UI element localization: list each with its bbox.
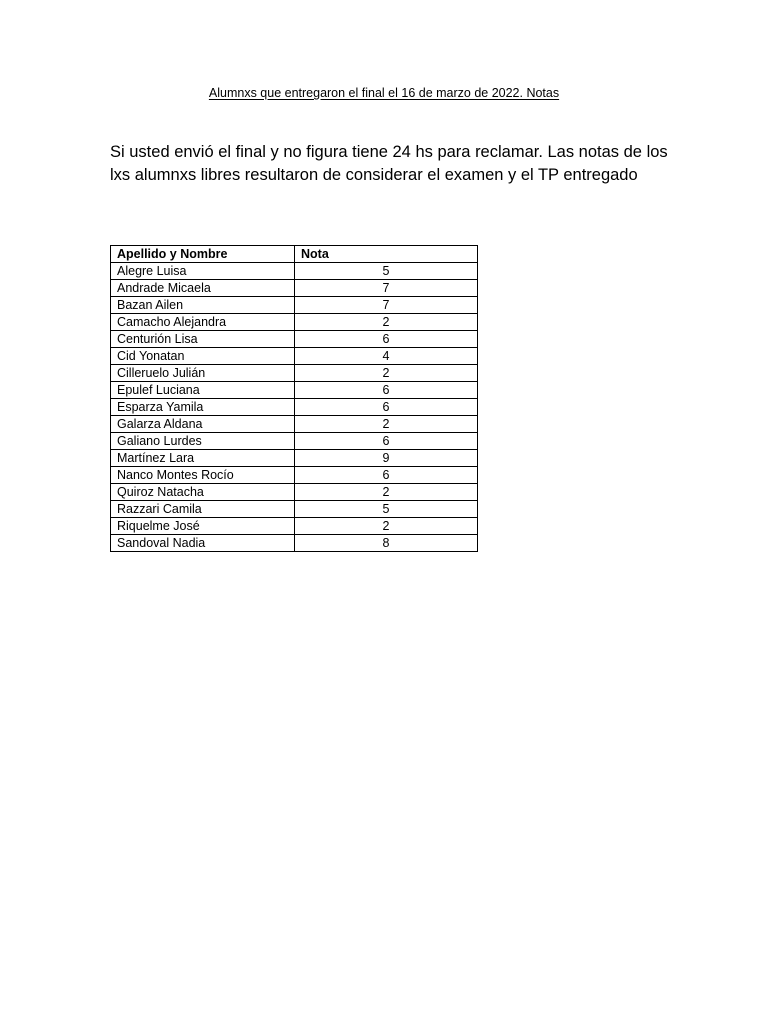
- table-row: [111, 263, 478, 280]
- grade-cell: 7: [295, 280, 478, 297]
- table-row: [111, 467, 478, 484]
- table-row: [111, 348, 478, 365]
- table-row: [111, 280, 478, 297]
- grade-cell: 2: [295, 365, 478, 382]
- student-name-cell: Galarza Aldana: [111, 416, 295, 433]
- student-name-cell: Cilleruelo Julián: [111, 365, 295, 382]
- grades-table: [110, 245, 478, 552]
- grade-cell: 6: [295, 382, 478, 399]
- grade-cell: 4: [295, 348, 478, 365]
- table-row: [111, 314, 478, 331]
- grade-cell: 2: [295, 484, 478, 501]
- student-name-cell: Centurión Lisa: [111, 331, 295, 348]
- column-header-grade: Nota: [295, 246, 478, 263]
- student-name-cell: Epulef Luciana: [111, 382, 295, 399]
- grade-cell: 2: [295, 416, 478, 433]
- table-body: [111, 263, 478, 552]
- student-name-cell: Sandoval Nadia: [111, 535, 295, 552]
- student-name-cell: Alegre Luisa: [111, 263, 295, 280]
- student-name-cell: Quiroz Natacha: [111, 484, 295, 501]
- student-name-cell: Bazan Ailen: [111, 297, 295, 314]
- table-row: [111, 399, 478, 416]
- student-name-cell: Camacho Alejandra: [111, 314, 295, 331]
- grade-cell: 7: [295, 297, 478, 314]
- student-name-cell: Martínez Lara: [111, 450, 295, 467]
- grade-cell: 2: [295, 314, 478, 331]
- table-row: [111, 331, 478, 348]
- notice-paragraph: Si usted envió el final y no figura tiene 24 hs para reclamar. Las notas de los lxs alumnxs libres resultaron de considerar el examen y el TP entregado: [110, 143, 668, 184]
- grade-cell: 2: [295, 518, 478, 535]
- table-row: [111, 484, 478, 501]
- student-name-cell: Cid Yonatan: [111, 348, 295, 365]
- grade-cell: 9: [295, 450, 478, 467]
- grade-cell: 5: [295, 501, 478, 518]
- student-name-cell: Razzari Camila: [111, 501, 295, 518]
- student-name-cell: Esparza Yamila: [111, 399, 295, 416]
- student-name-cell: Riquelme José: [111, 518, 295, 535]
- table-row: [111, 297, 478, 314]
- table-row: [111, 416, 478, 433]
- page-title: Alumnxs que entregaron el final el 16 de marzo de 2022. Notas: [208, 86, 560, 100]
- table-row: [111, 501, 478, 518]
- table-row: [111, 382, 478, 399]
- grade-cell: 8: [295, 535, 478, 552]
- grade-cell: 5: [295, 263, 478, 280]
- student-name-cell: Andrade Micaela: [111, 280, 295, 297]
- table-row: [111, 535, 478, 552]
- student-name-cell: Nanco Montes Rocío: [111, 467, 295, 484]
- table-row: [111, 518, 478, 535]
- table-row: [111, 365, 478, 382]
- grade-cell: 6: [295, 399, 478, 416]
- grade-cell: 6: [295, 433, 478, 450]
- grade-cell: 6: [295, 467, 478, 484]
- table-header-row: [111, 246, 478, 263]
- grade-cell: 6: [295, 331, 478, 348]
- table-row: [111, 450, 478, 467]
- student-name-cell: Galiano Lurdes: [111, 433, 295, 450]
- column-header-name: Apellido y Nombre: [111, 246, 295, 263]
- table-row: [111, 433, 478, 450]
